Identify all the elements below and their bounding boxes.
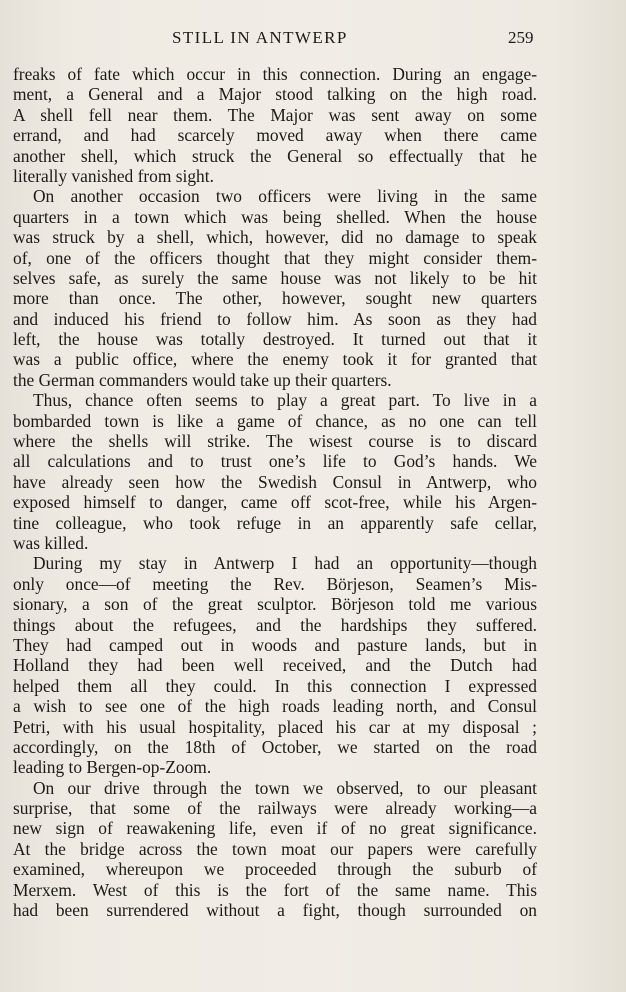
body-text [13,64,537,920]
text-line: A shell fell near them. The Major was sent away on some [13,104,537,125]
text-line: ment, a General and a Major stood talking on the high road. [13,84,537,105]
text-line: leading to Bergen-op-Zoom. [13,757,212,778]
text-line: only once—of meeting the Rev. Börjeson, Seamen’s Mis- [13,573,537,594]
text-line: where the shells will strike. The wisest course is to discard [13,431,537,452]
text-line: During my stay in Antwerp I had an opportunity—though [33,553,537,574]
page-header [0,28,626,54]
text-line: examined, whereupon we proceeded through the suburb of [13,859,537,880]
text-line: left, the house was totally destroyed. It turned out that it [13,329,537,350]
text-line: literally vanished from sight. [13,165,214,186]
text-line: On our drive through the town we observed, to our pleasant [33,777,537,798]
page-number: 259 [508,28,534,47]
text-line: freaks of fate which occur in this connection. During an engage- [13,64,537,84]
text-line: tine colleague, who took refuge in an apparently safe cellar, [13,512,537,533]
text-line: Holland they had been well received, and the Dutch had [13,655,537,676]
text-line: accordingly, on the 18th of October, we started on the road [13,736,537,757]
text-line: the German commanders would take up their quarters. [13,369,392,390]
running-head: STILL IN ANTWERP [172,28,348,47]
text-line: Petri, with his usual hospitality, placed his car at my disposal ; [13,716,537,737]
text-line: selves safe, as surely the same house was not likely to be hit [13,267,537,288]
text-line: of, one of the officers thought that they might consider them- [13,247,537,268]
text-line: had been surrendered without a fight, though surrounded on [13,900,537,921]
text-line: helped them all they could. In this connection I expressed [13,675,537,696]
text-line: Thus, chance often seems to play a great part. To live in a [33,390,537,411]
text-line: Merxem. West of this is the fort of the same name. This [13,879,537,900]
text-line: things about the refugees, and the hardships they suffered. [13,614,537,635]
text-line: and induced his friend to follow him. As soon as they had [13,308,537,329]
text-line: a wish to see one of the high roads leading north, and Consul [13,696,537,717]
text-line: was killed. [13,532,89,553]
text-line: was struck by a shell, which, however, did no damage to speak [13,227,537,248]
text-line: more than once. The other, however, sought new quarters [13,288,537,309]
text-line: new sign of reawakening life, even if of no great significance. [13,818,537,839]
text-line: have already seen how the Swedish Consul in Antwerp, who [13,471,537,492]
text-line: another shell, which struck the General so effectually that he [13,145,537,166]
text-line: was a public office, where the enemy took it for granted that [13,349,537,370]
text-line: all calculations and to trust one’s life to God’s hands. We [13,451,537,472]
text-line: At the bridge across the town moat our papers were carefully [13,838,537,859]
text-line: surprise, that some of the railways were already working—a [13,798,537,819]
text-line: On another occasion two officers were living in the same [33,186,537,207]
text-line: bombarded town is like a game of chance, as no one can tell [13,410,537,431]
text-line: exposed himself to danger, came off scot-free, while his Argen- [13,492,537,513]
text-line: They had camped out in woods and pasture lands, but in [13,634,537,655]
text-line: errand, and had scarcely moved away when there came [13,125,537,146]
text-line: sionary, a son of the great sculptor. Börjeson told me various [13,594,537,615]
text-line: quarters in a town which was being shelled. When the house [13,206,537,227]
